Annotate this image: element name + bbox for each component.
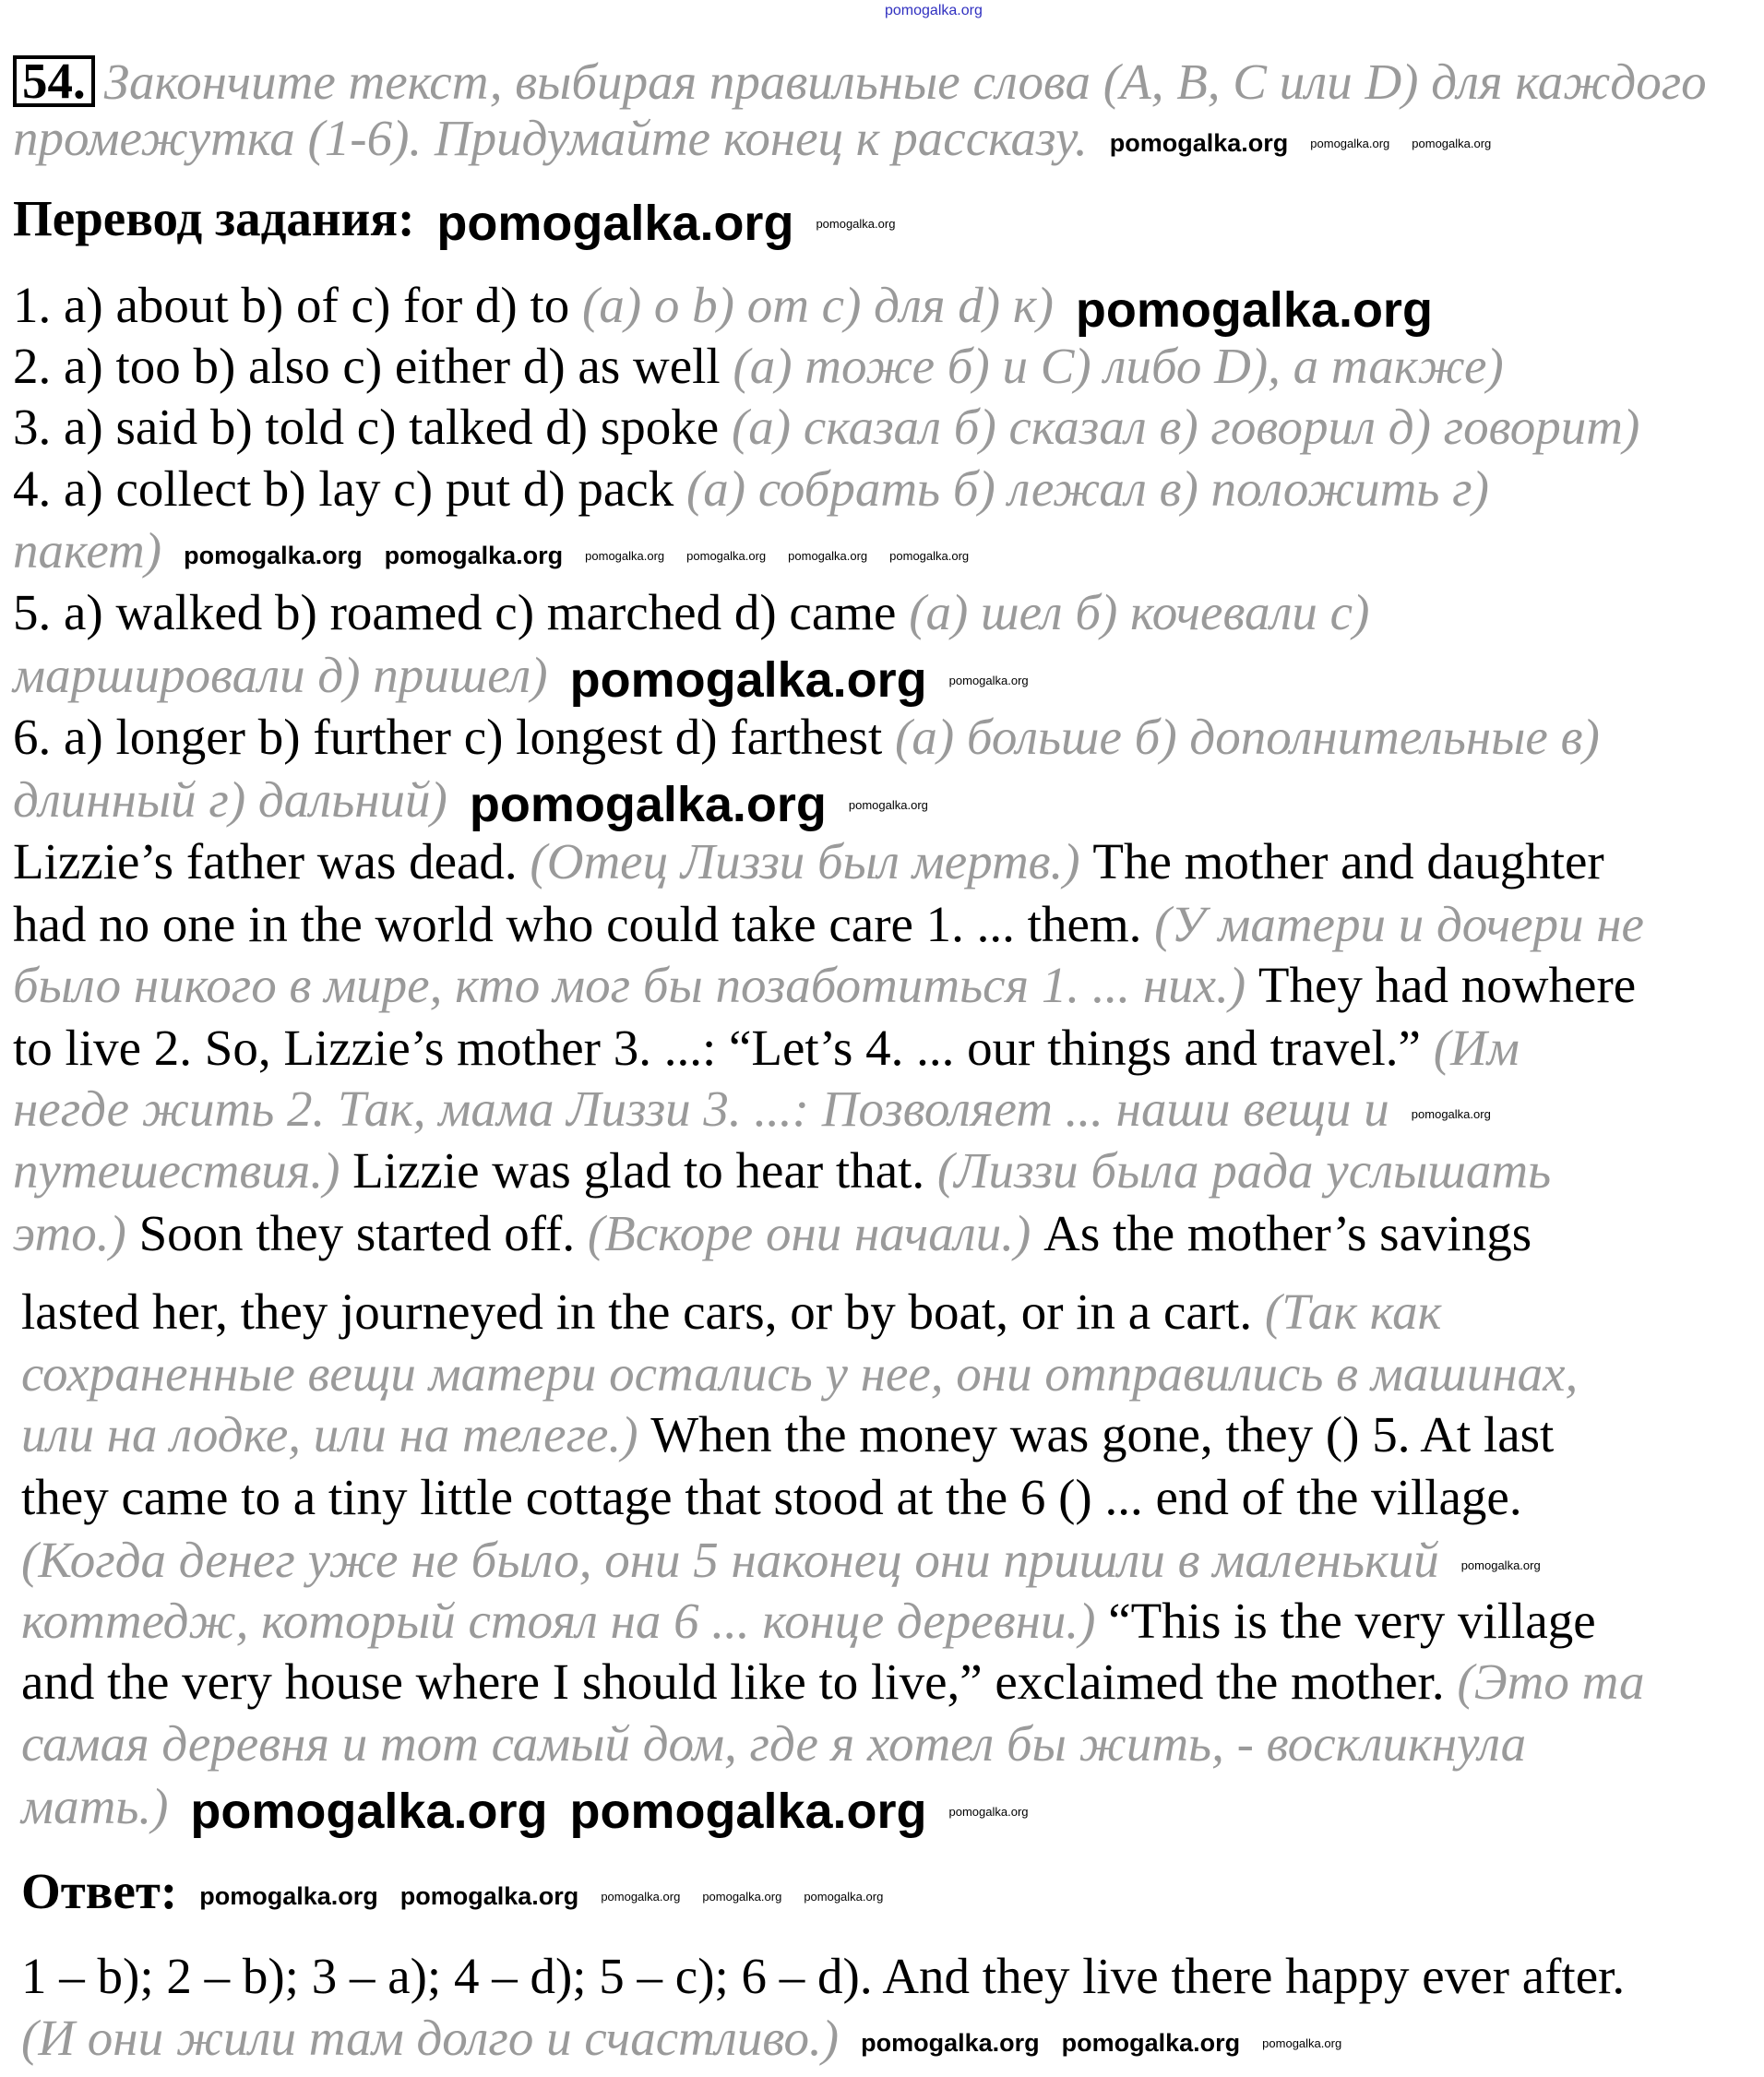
russian-translation: коттедж, который стоял на 6 ... конце деревни.) [21, 1593, 1109, 1649]
russian-translation: (а) о b) от с) для d) к) [582, 277, 1054, 333]
watermark: pomogalka.org [1262, 2035, 1342, 2050]
text-line [21, 1594, 1596, 1648]
watermark: pomogalka.org [469, 777, 827, 833]
text-line [21, 2011, 1341, 2065]
russian-translation: путешествия.) [13, 1142, 353, 1199]
english-text: 2. a) too b) also c) either d) as well [13, 338, 733, 394]
russian-translation: (И они жили там долго и счастливо.) [21, 2010, 840, 2066]
text-line [13, 586, 1369, 639]
text-line [21, 1865, 883, 1918]
text-line [21, 1471, 1522, 1524]
english-text: The mother and daughter [1092, 833, 1604, 889]
russian-translation: сохраненные вещи матери остались у нее, они отправились в машинах, [21, 1345, 1579, 1402]
english-text: to live 2. So, Lizzie’s mother 3. ...: “Let’s 4. ... our things and travel.” [13, 1020, 1434, 1076]
russian-translation: это.) [13, 1205, 139, 1261]
english-text: 1 – b); 2 – b); 3 – a); 4 – d); 5 – c); 6 – d). And they live there happy ever after. [21, 1948, 1626, 2004]
text-line [13, 1144, 1551, 1198]
text-line [13, 835, 1604, 889]
text-line [13, 1082, 1491, 1136]
text-line [13, 400, 1639, 454]
russian-translation: (Им [1433, 1020, 1520, 1076]
watermark: pomogalka.org [1460, 1558, 1541, 1572]
text-line [13, 524, 969, 578]
exercise-number: 54. [13, 55, 95, 107]
watermark: pomogalka.org [1109, 128, 1289, 157]
russian-translation: (Это та [1457, 1653, 1645, 1710]
watermark: pomogalka.org [861, 2028, 1040, 2057]
text-line [13, 1021, 1520, 1075]
english-text: lasted her, they journeyed in the cars, or by boat, or in a cart. [21, 1283, 1265, 1340]
english-text: had no one in the world who could take care 1. ... them. [13, 896, 1155, 952]
watermark: pomogalka.org [885, 3, 983, 18]
russian-translation: или на лодке, или на телеге.) [21, 1406, 651, 1462]
text-line [13, 277, 1433, 339]
english-text: Soon they started off. [138, 1205, 588, 1261]
english-text: 4. a) collect b) lay c) put d) pack [13, 460, 686, 517]
russian-translation: длинный г) дальний) [13, 771, 447, 828]
english-text: 5. a) walked b) roamed c) marched d) came [13, 584, 910, 640]
text-line [21, 1778, 1029, 1840]
russian-translation: негде жить 2. Так, мама Лиззи 3. ...: Позволяет ... наши вещи и [13, 1080, 1389, 1137]
text-line [21, 1655, 1645, 1709]
text-line [13, 55, 1707, 109]
russian-translation: Закончите текст, выбирая правильные слова (A, B, C или D) для каждого [103, 54, 1707, 110]
section-heading: Ответ: [21, 1863, 178, 1919]
watermark: pomogalka.org [686, 548, 767, 563]
watermark: pomogalka.org [399, 1881, 579, 1910]
text-line [13, 112, 1491, 165]
english-text: 6. a) longer b) further c) longest d) farthest [13, 709, 896, 765]
watermark: pomogalka.org [436, 196, 794, 252]
english-text: and the very house where I should like to live,” exclaimed the mother. [21, 1653, 1458, 1710]
text-line [13, 898, 1644, 951]
watermark: pomogalka.org [601, 1889, 681, 1904]
watermark: pomogalka.org [1075, 282, 1433, 339]
russian-translation: (а) сказал б) сказал в) говорил д) говорит) [731, 399, 1640, 455]
english-text: Lizzie’s father was dead. [13, 833, 530, 889]
text-line [13, 340, 1504, 393]
russian-translation: (а) тоже б) и С) либо D), а также) [733, 338, 1504, 394]
watermark: pomogalka.org [702, 1889, 782, 1904]
text-line [13, 959, 1636, 1012]
watermark: pomogalka.org [569, 1784, 927, 1840]
russian-translation: было никого в мире, кто мог бы позаботиться 1. ... них.) [13, 957, 1258, 1013]
russian-translation: самая деревня и тот самый дом, где я хотел бы жить, - воскликнула [21, 1715, 1527, 1772]
english-text: As the mother’s savings [1043, 1205, 1532, 1261]
text-line [13, 190, 896, 252]
watermark: pomogalka.org [1412, 136, 1492, 150]
text-line [21, 1717, 1526, 1771]
text-line [13, 771, 928, 833]
russian-translation: (Так как [1264, 1283, 1442, 1340]
watermark: pomogalka.org [948, 673, 1029, 687]
russian-translation: (Вскоре они начали.) [587, 1205, 1044, 1261]
russian-translation: маршировали д) пришел) [13, 647, 548, 703]
section-heading: Перевод задания: [13, 190, 415, 246]
watermark: pomogalka.org [384, 541, 564, 569]
russian-translation: (Отец Лиззи был мертв.) [530, 833, 1093, 889]
text-line [21, 1408, 1554, 1462]
text-line [13, 462, 1489, 516]
english-text: “This is the very village [1108, 1593, 1596, 1649]
russian-translation: (Лиззи была рада услышать [936, 1142, 1552, 1199]
russian-translation: промежутка (1-6). Придумайте конец к рассказу. [13, 110, 1088, 166]
english-text: they came to a tiny little cottage that stood at the 6 () ... end of the village. [21, 1469, 1522, 1525]
watermark: pomogalka.org [848, 797, 928, 812]
russian-translation: пакет) [13, 522, 162, 579]
russian-translation: мать.) [21, 1778, 169, 1834]
watermark: pomogalka.org [199, 1881, 378, 1910]
text-line [21, 1285, 1441, 1339]
text-line [21, 1534, 1541, 1587]
english-text: They had nowhere [1257, 957, 1637, 1013]
russian-translation: (а) шел б) кочевали с) [909, 584, 1370, 640]
watermark: pomogalka.org [1310, 136, 1390, 150]
watermark: pomogalka.org [190, 1784, 548, 1840]
watermark: pomogalka.org [1061, 2028, 1241, 2057]
watermark: pomogalka.org [788, 548, 868, 563]
text-line [13, 710, 1600, 764]
text-line [21, 1347, 1578, 1401]
watermark: pomogalka.org [948, 1804, 1029, 1819]
watermark: pomogalka.org [1411, 1106, 1491, 1121]
watermark: pomogalka.org [889, 548, 970, 563]
watermark: pomogalka.org [816, 216, 896, 231]
watermark: pomogalka.org [804, 1889, 884, 1904]
russian-translation: (У матери и дочери не [1154, 896, 1644, 952]
russian-translation: (а) собрать б) лежал в) положить г) [685, 460, 1489, 517]
watermark: pomogalka.org [184, 541, 363, 569]
russian-translation: (а) больше б) дополнительные в) [895, 709, 1600, 765]
english-text: 3. a) said b) told c) talked d) spoke [13, 399, 732, 455]
text-line [13, 1207, 1532, 1260]
russian-translation: (Когда денег уже не было, они 5 наконец они пришли в маленький [21, 1532, 1439, 1588]
text-line [21, 1950, 1625, 2003]
english-text: 1. a) about b) of c) for d) to [13, 277, 583, 333]
english-text: When the money was gone, they () 5. At last [650, 1406, 1555, 1462]
text-line [13, 647, 1029, 709]
watermark: pomogalka.org [585, 548, 665, 563]
english-text: Lizzie was glad to hear that. [352, 1142, 937, 1199]
watermark: pomogalka.org [569, 652, 927, 709]
